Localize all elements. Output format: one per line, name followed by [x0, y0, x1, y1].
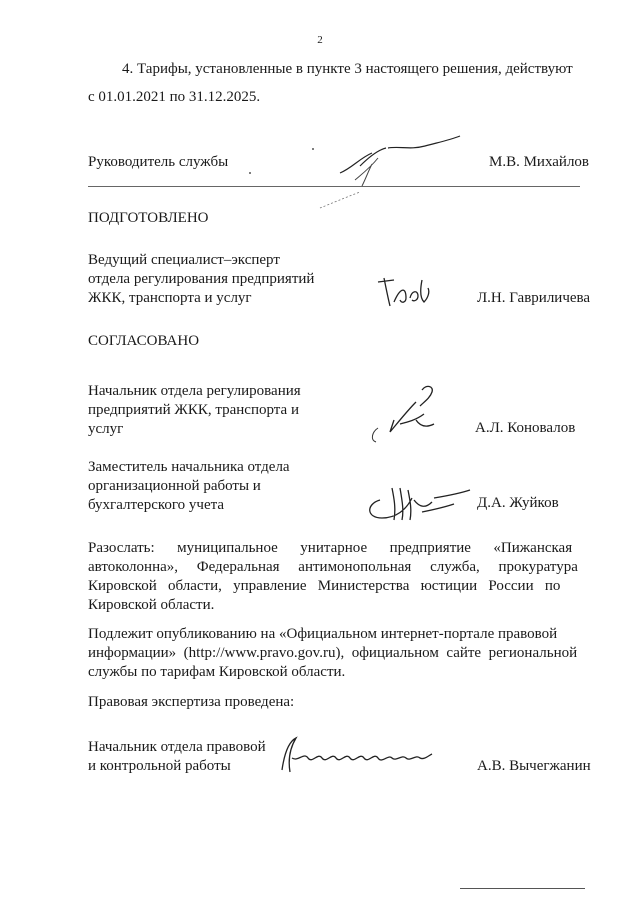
legal-signature [268, 732, 438, 782]
agreed-person2-name: Д.А. Жуйков [477, 495, 559, 511]
legal-name: А.В. Вычегжанин [477, 758, 591, 774]
legal-role: Начальник отдела правовой и контрольной работы [88, 739, 266, 774]
prepared-role: Ведущий специалист–эксперт отдела регулирования предприятий ЖКК, транспорта и услуг [88, 252, 315, 306]
agreed-person1-name: А.Л. Коновалов [475, 420, 576, 436]
legal-statement: Правовая экспертиза проведена: [88, 694, 295, 710]
head-role: Руководитель службы [88, 154, 229, 170]
agreed-heading: СОГЛАСОВАНО [88, 333, 200, 349]
head-signature [300, 128, 470, 218]
scan-speck [249, 172, 251, 174]
prepared-name: Л.Н. Гавриличева [477, 290, 591, 306]
prepared-signature [372, 272, 442, 312]
clause-4-line-1: 4. Тарифы, установленные в пункте 3 настоящего решения, действуют [122, 61, 573, 77]
scan-speck [312, 148, 314, 150]
distribution-paragraph: Разослать: муниципальное унитарное предприятие «Пижанская автоколонна», Федеральная антимонопольная служба, прокуратура Кировской области, управление Министерства юстиции России по Кировской области. [88, 540, 578, 613]
head-name: М.В. Михайлов [489, 154, 590, 170]
publication-paragraph: Подлежит опубликованию на «Официальном интернет-портале правовой информации» (http://www.pravo.gov.ru), официальном сайте региональной службы по тарифам Кировской области. [88, 626, 578, 680]
agreed-person2-role: Заместитель начальника отдела организационной работы и бухгалтерского учета [88, 459, 290, 513]
agreed-person1-signature [360, 380, 450, 450]
prepared-heading: ПОДГОТОВЛЕНО [88, 210, 209, 226]
clause-4-line-2: с 01.01.2021 по 31.12.2025. [88, 89, 261, 105]
agreed-person2-signature [362, 478, 472, 528]
page-number: 2 [317, 34, 323, 46]
agreed-person1-role: Начальник отдела регулирования предприятий ЖКК, транспорта и услуг [88, 383, 301, 437]
footer-line [460, 888, 585, 889]
